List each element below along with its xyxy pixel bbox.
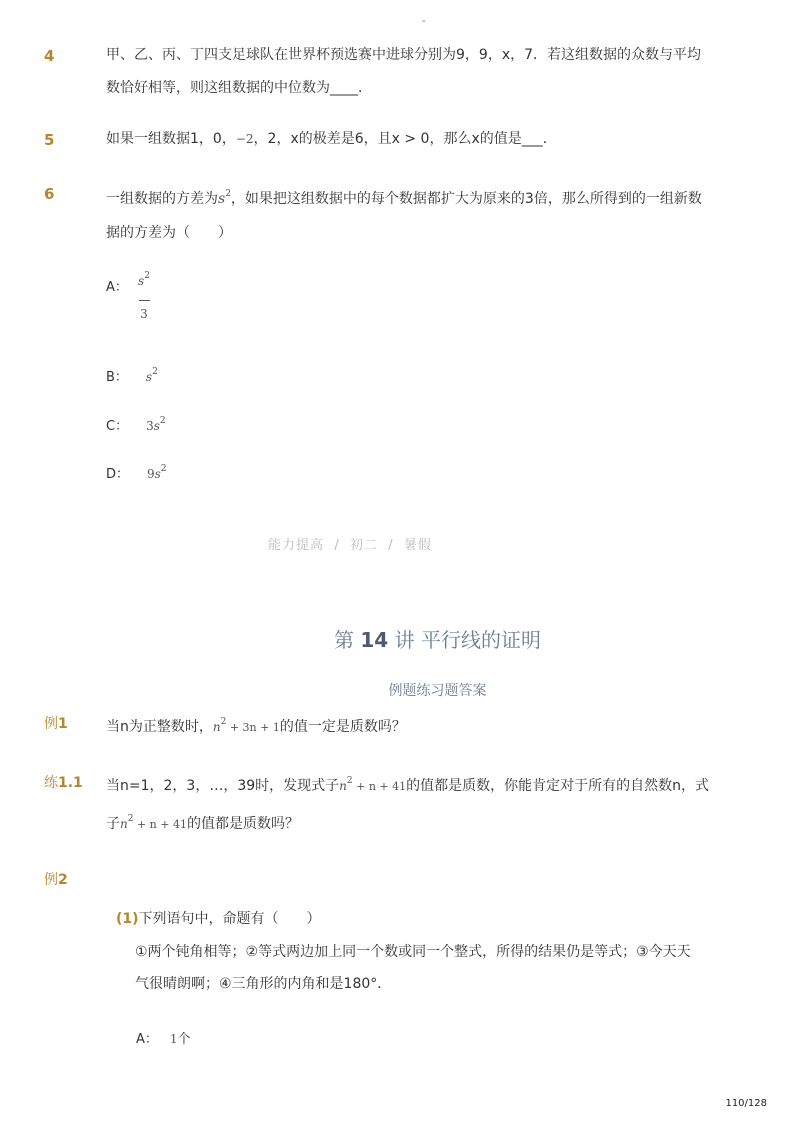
example-2-option-a-number: 1 bbox=[169, 1032, 178, 1046]
footer-course: 能力提高 bbox=[268, 538, 325, 553]
footer-separator-1: / bbox=[334, 538, 340, 553]
option-d-coef: 9 bbox=[147, 467, 155, 481]
example-1-text bbox=[106, 710, 406, 745]
option-a[interactable] bbox=[106, 276, 128, 295]
example-2-label bbox=[44, 869, 68, 889]
practice-1-1-line2 bbox=[106, 807, 299, 842]
option-d-label: D： bbox=[106, 467, 130, 482]
example-1-label bbox=[44, 713, 68, 733]
example-1-n: n bbox=[212, 720, 221, 734]
example-2-label-number: 2 bbox=[58, 872, 68, 888]
question-6-pre: 一组数据的方差为 bbox=[106, 191, 218, 207]
question-6-var: s bbox=[218, 191, 226, 207]
option-d-exp: 2 bbox=[160, 464, 167, 474]
example-2-sub-question bbox=[116, 902, 321, 936]
option-a-exp: 2 bbox=[144, 271, 150, 281]
example-2-statements-line2: 气很晴朗啊；④三角形的内角和是180°． bbox=[135, 976, 392, 992]
option-c-label: C： bbox=[106, 419, 129, 434]
question-6-line2: 据的方差为（ ） bbox=[106, 225, 232, 241]
option-a-fraction-bar bbox=[139, 300, 150, 301]
example-2-sub-number: (1) bbox=[116, 911, 139, 927]
option-b-value bbox=[145, 367, 158, 384]
lecture-title-pre: 第 bbox=[334, 628, 355, 652]
option-c-coef: 3 bbox=[146, 419, 154, 433]
question-6-exp: 2 bbox=[225, 189, 231, 199]
question-number-5: 5 bbox=[44, 131, 55, 149]
option-c-exp: 2 bbox=[159, 416, 166, 426]
practice-1-1-line2-post: 的值都是质数吗？ bbox=[186, 816, 299, 832]
example-2-option-a-label: A： bbox=[136, 1032, 158, 1047]
option-c-var: s bbox=[153, 419, 160, 433]
example-2-option-a-unit: 个 bbox=[177, 1032, 191, 1047]
page-footer bbox=[0, 534, 700, 553]
example-1-label-prefix: 例 bbox=[44, 716, 58, 732]
example-1-post: 的值一定是质数吗？ bbox=[279, 719, 406, 735]
question-6-line1 bbox=[106, 182, 702, 216]
practice-1-1-line1 bbox=[106, 769, 709, 804]
option-a-fraction bbox=[134, 271, 154, 321]
example-2-option-a[interactable] bbox=[136, 1028, 191, 1047]
practice-1-1-label-prefix: 练 bbox=[44, 775, 58, 791]
example-1-expr: + 3n + 1 bbox=[226, 721, 280, 734]
option-b-var: s bbox=[145, 370, 153, 384]
option-a-numerator bbox=[134, 271, 154, 294]
question-number-4: 4 bbox=[44, 47, 55, 65]
example-1-pre: 当n为正整数时， bbox=[106, 719, 213, 735]
practice-1-1-exp: 2 bbox=[346, 776, 353, 786]
question-4-line1: 甲、乙、丙、丁四支足球队在世界杯预选赛中进球分别为9，9，x，7．若这组数据的众数与平均 bbox=[106, 47, 702, 63]
question-5-neg2: −2 bbox=[235, 132, 254, 146]
lecture-title bbox=[0, 624, 800, 653]
practice-1-1-label bbox=[44, 772, 83, 792]
practice-1-1-n: n bbox=[339, 779, 347, 793]
example-2-label-prefix: 例 bbox=[44, 872, 58, 888]
option-d-value bbox=[147, 464, 167, 481]
lecture-title-post: 讲 平行线的证明 bbox=[394, 628, 541, 652]
option-a-label: A： bbox=[106, 280, 128, 295]
question-5-post: ，2，x的极差是6，且x > 0，那么x的值是___． bbox=[253, 131, 557, 147]
question-5-pre: 如果一组数据1，0， bbox=[106, 131, 236, 147]
option-b[interactable] bbox=[106, 366, 158, 385]
option-a-var: s bbox=[138, 274, 145, 288]
practice-1-1-post: 的值都是质数，你能肯定对于所有的自然数n，式 bbox=[406, 778, 709, 794]
lecture-subtitle: 例题练习题答案 bbox=[388, 683, 487, 699]
example-1-label-number: 1 bbox=[58, 716, 68, 732]
footer-term: 暑假 bbox=[403, 538, 432, 553]
option-a-denominator: 3 bbox=[140, 307, 148, 321]
practice-1-1-label-number: 1.1 bbox=[58, 775, 83, 791]
option-b-label: B： bbox=[106, 370, 128, 385]
practice-1-1-line2-pre: 子 bbox=[106, 816, 120, 832]
option-d[interactable] bbox=[106, 463, 167, 482]
footer-grade: 初二 bbox=[349, 538, 378, 553]
example-2-sub-text: 下列语句中，命题有（ ） bbox=[138, 911, 321, 927]
header-mark: - bbox=[422, 16, 426, 27]
practice-1-1-pre: 当n=1，2，3，…，39时，发现式子 bbox=[106, 778, 340, 794]
question-6-post: ，如果把这组数据中的每个数据都扩大为原来的3倍，那么所得到的一组新数 bbox=[230, 191, 702, 207]
page-number: 110/128 bbox=[725, 1098, 767, 1109]
question-5-text bbox=[106, 122, 557, 156]
question-4-line2: 数恰好相等，则这组数据的中位数为____． bbox=[106, 80, 372, 96]
option-b-exp: 2 bbox=[152, 367, 158, 377]
option-c[interactable] bbox=[106, 415, 166, 434]
question-number-6: 6 bbox=[44, 185, 55, 203]
practice-1-1-line2-expr: + n + 41 bbox=[133, 818, 187, 831]
footer-separator-2: / bbox=[388, 538, 394, 553]
practice-1-1-expr: + n + 41 bbox=[352, 780, 407, 793]
example-1-exp: 2 bbox=[220, 717, 227, 727]
practice-1-1-line2-exp: 2 bbox=[127, 814, 134, 824]
practice-1-1-line2-n: n bbox=[120, 817, 128, 831]
example-2-statements-line1: ①两个钝角相等；②等式两边加上同一个数或同一个整式，所得的结果仍是等式；③今天天 bbox=[135, 944, 691, 960]
option-d-var: s bbox=[154, 467, 161, 481]
lecture-number: 14 bbox=[360, 628, 389, 652]
option-c-value bbox=[146, 416, 166, 433]
